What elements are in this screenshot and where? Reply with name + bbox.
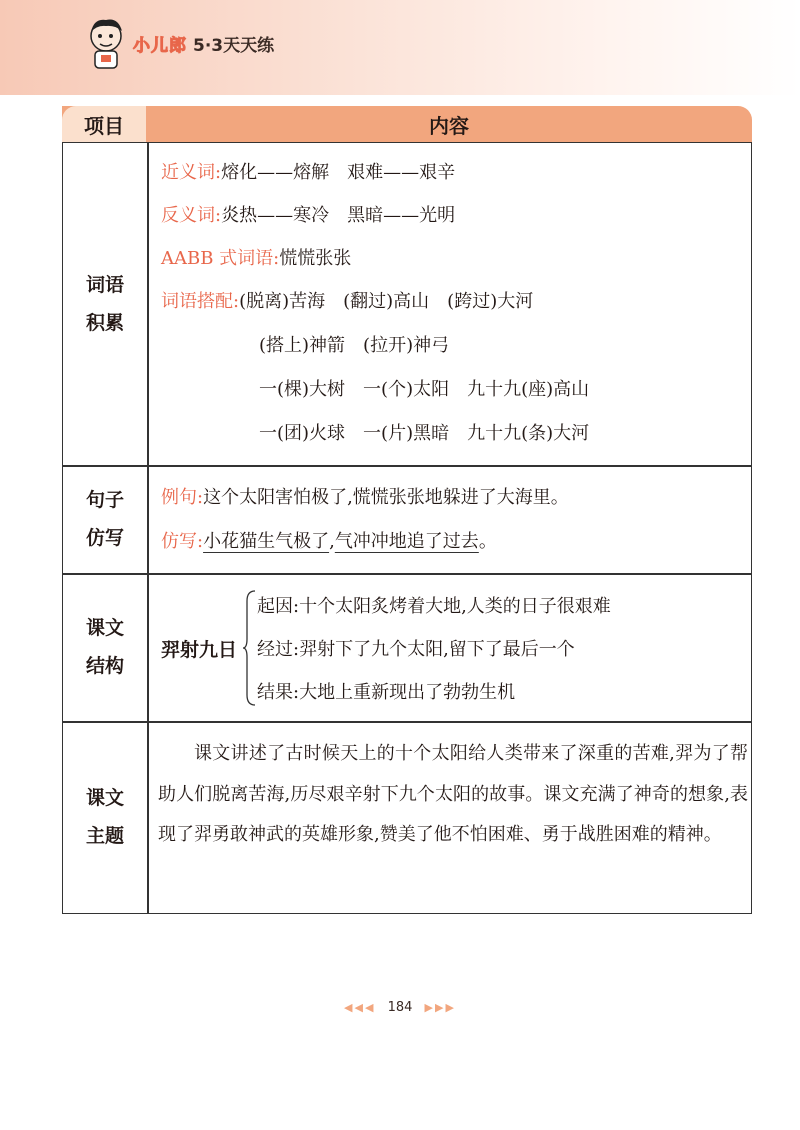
right-arrows-icon: ▶▶▶: [424, 1001, 456, 1014]
row-label-text: 仿写: [85, 527, 124, 549]
row-label-structure: [63, 573, 147, 721]
brand-logo: 小儿郎: [133, 35, 187, 56]
collocation-line: 一(棵)大树 一(个)太阳 九十九(座)高山: [259, 379, 590, 400]
row-label-text: 词语: [85, 274, 124, 296]
imitate-tag: 仿写:: [161, 531, 204, 552]
header-item: 项目: [62, 106, 146, 142]
page-footer: [0, 1000, 800, 1015]
row-label-sentence: [63, 465, 147, 573]
row-label-text: 结构: [85, 655, 124, 677]
imitate-answer: 气冲冲地追了过去: [334, 531, 479, 552]
collocation-line: (搭上)神箭 (拉开)神弓: [259, 335, 450, 356]
theme-paragraph: 课文讲述了古时候天上的十个太阳给人类带来了深重的苦难,羿为了帮助人们脱离苦海,历尽艰辛射下九个太阳的故事。课文充满了神奇的想象,表现了羿勇敢神武的英雄形象,赞美了他不怕困难、勇于战胜困难的精神。: [158, 743, 748, 845]
header-content: 内容: [429, 113, 469, 138]
collocation-line: [161, 287, 533, 313]
aabb-line: [161, 244, 351, 270]
structure-title: 羿射九日: [161, 639, 238, 661]
collocation-tag: 词语搭配:: [161, 291, 240, 312]
brace-icon: [243, 589, 257, 707]
antonym-tag: 反义词:: [161, 205, 222, 226]
aabb-text: 慌慌张张: [279, 248, 352, 269]
structure-item: 经过:羿射下了九个太阳,留下了最后一个: [257, 639, 575, 660]
imitate-answer: 小花猫生气极了: [203, 531, 330, 552]
antonym-text: 炎热——寒冷 黑暗——光明: [221, 205, 456, 226]
row-divider: [63, 465, 751, 467]
structure-item: 起因:十个太阳炙烤着大地,人类的日子很艰难: [257, 596, 611, 617]
synonym-line: [161, 158, 455, 184]
row-divider: [63, 573, 751, 575]
row-label-text: 句子: [85, 489, 124, 511]
collocation-line: 一(团)火球 一(片)黑暗 九十九(条)大河: [259, 423, 590, 444]
collocation-text: (脱离)苦海 (翻过)高山 (跨过)大河: [239, 291, 534, 312]
row-divider: [63, 721, 751, 723]
table-header: [62, 106, 752, 142]
structure-item: 结果:大地上重新现出了勃勃生机: [257, 682, 516, 703]
cartoon-boy-mascot-icon: [82, 14, 130, 74]
imitate-comma: ,: [329, 531, 335, 552]
antonym-line: [161, 201, 455, 227]
imitate-sentence: [161, 527, 497, 553]
left-arrows-icon: ◀◀◀: [344, 1001, 376, 1014]
page-number: 184: [387, 1000, 413, 1015]
column-divider: [147, 143, 149, 913]
row-label-vocab: [63, 143, 147, 465]
row-label-text: 主题: [85, 825, 124, 847]
imitate-period: 。: [478, 531, 497, 552]
row-label-text: 课文: [85, 617, 124, 639]
synonym-tag: 近义词:: [161, 162, 222, 183]
example-sentence: [161, 483, 569, 509]
example-tag: 例句:: [161, 487, 204, 508]
brand-title: 5·3天天练: [193, 35, 275, 56]
example-text: 这个太阳害怕极了,慌慌张张地躲进了大海里。: [203, 487, 569, 508]
row-label-text: 积累: [85, 312, 124, 334]
synonym-text: 熔化——熔解 艰难——艰辛: [221, 162, 456, 183]
brand: [133, 30, 274, 56]
row-label-theme: [63, 721, 147, 913]
row-label-text: 课文: [85, 787, 124, 809]
aabb-tag: AABB 式词语:: [161, 248, 280, 269]
